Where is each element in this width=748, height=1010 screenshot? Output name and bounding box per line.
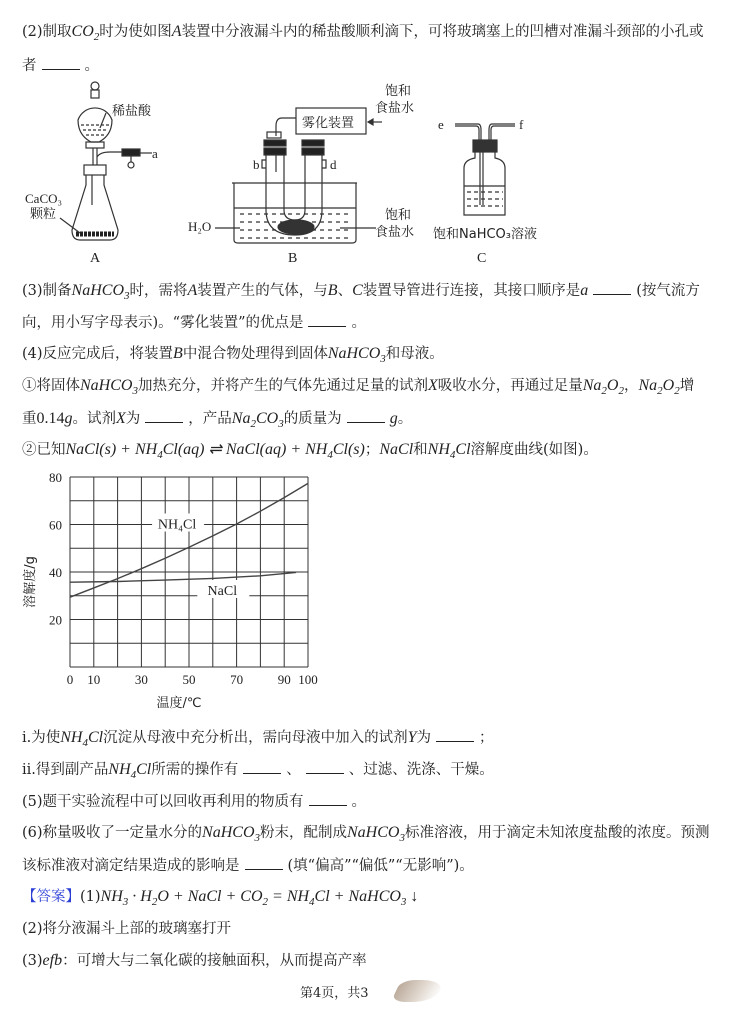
text-segment: O (662, 377, 675, 394)
text-segment: (1) (80, 889, 101, 905)
x-tick-label: 30 (134, 672, 148, 687)
text-segment: B (327, 282, 338, 299)
answer-blank (593, 280, 631, 295)
text-segment: NH (108, 761, 131, 778)
text-line (22, 823, 709, 848)
text-segment: NH (100, 888, 123, 905)
label-port-b: b (253, 157, 260, 172)
text-segment: 4 (449, 449, 456, 461)
text-segment: Na (231, 410, 251, 427)
label-granules: 颗粒 (30, 207, 57, 222)
text-segment: 、 (286, 762, 301, 778)
text-segment: 为 (416, 730, 432, 746)
text-segment: 3 (400, 896, 407, 908)
series-line-nacl (70, 572, 296, 582)
text-segment: Cl (455, 441, 471, 458)
text-segment: 该标准液对滴定结果造成的影响是 (22, 858, 240, 874)
text-segment: 2 (657, 385, 663, 397)
text-segment: Cl(aq) ⇌ NaCl(aq) + NH (162, 441, 328, 458)
label-dilute-hcl: 稀盐酸 (112, 104, 152, 119)
answer-blank (145, 408, 183, 423)
text-segment: 溶解度曲线(如图)。 (470, 442, 598, 458)
text-segment: 、过滤、洗涤、干燥。 (348, 762, 494, 778)
y-axis-label: 溶解度/g (23, 556, 38, 608)
text-line (22, 791, 366, 812)
text-line (22, 951, 367, 971)
text-line (22, 887, 418, 912)
solubility-chart (20, 465, 330, 715)
text-segment: 装置产生的气体，与 (197, 283, 328, 299)
text-segment: 向，用小写字母表示)。“雾化装置”的优点是 (22, 315, 304, 331)
answer-blank (347, 408, 385, 423)
x-tick-label: 0 (66, 672, 74, 687)
y-tick-label: 60 (49, 517, 62, 533)
text-line (22, 919, 231, 939)
text-segment: Na (582, 377, 602, 394)
text-segment: 和母液。 (385, 346, 444, 362)
text-line (22, 727, 494, 753)
text-segment: NaCl (379, 441, 414, 458)
text-segment: ； (479, 730, 494, 746)
series-label: NH₄Cl (157, 517, 197, 533)
text-segment: 2 (674, 385, 680, 397)
label-port-d: d (330, 157, 337, 172)
text-segment: ⅰ.为使 (22, 730, 61, 746)
text-line (22, 312, 366, 333)
text-segment: 4 (309, 896, 315, 908)
text-segment: 。 (351, 315, 366, 331)
text-segment: NaHCO (202, 824, 255, 841)
text-segment: X (116, 410, 126, 427)
answer-blank (42, 55, 80, 70)
text-segment: O + NaCl + CO (157, 888, 263, 905)
text-line (22, 344, 444, 369)
text-segment: (3) (22, 953, 43, 969)
label-port-e: e (438, 117, 444, 132)
text-segment: 吸收水分，再通过足量 (437, 378, 583, 394)
text-line (22, 22, 704, 47)
label-a: A (90, 251, 101, 266)
text-segment: 2 (601, 385, 607, 397)
label-nahco3-solution: 饱和NaHCO₃溶液 (433, 227, 537, 242)
text-line (22, 759, 494, 785)
text-segment: 。 (351, 794, 367, 810)
text-segment: (3)制备 (22, 283, 72, 299)
text-segment: efb (42, 952, 63, 969)
text-segment: ⅱ.得到副产品 (22, 762, 109, 778)
text-segment: (2)制取 (22, 24, 72, 40)
text-segment: 者 (22, 58, 37, 74)
answer-blank (309, 791, 347, 806)
text-segment: (填“偏高”“偏低”“无影响”)。 (287, 858, 474, 874)
text-segment: Cl (87, 729, 104, 746)
text-segment: NaHCO (347, 824, 400, 841)
text-segment: 2 (618, 385, 624, 397)
text-segment: 2 (250, 418, 256, 430)
text-segment: 为 (125, 411, 141, 427)
text-segment: ①将固体 (22, 378, 80, 394)
text-segment: ； (364, 442, 380, 458)
text-segment: A (187, 282, 198, 299)
label-caco3: CaCO₃ (25, 191, 63, 206)
text-segment: 时为使如图 (99, 24, 172, 40)
text-segment: 2 (93, 31, 100, 43)
label-water: H₂O (188, 219, 212, 234)
text-segment: 。试剂 (72, 411, 116, 427)
text-segment: (2)将分液漏斗上部的玻璃塞打开 (22, 921, 232, 937)
text-segment: ， (623, 378, 639, 394)
text-segment: 、 (337, 283, 353, 299)
text-segment: 装置中分液漏斗内的稀盐酸顺利滴下，可将玻璃塞上的凹槽对准漏斗颈部的小孔或 (181, 24, 704, 40)
label-bath-2: 食盐水 (375, 225, 415, 240)
text-line (22, 408, 412, 434)
text-segment: Y (407, 729, 417, 746)
text-segment: 时，需将 (129, 283, 188, 299)
text-segment: 0.14 (36, 410, 65, 427)
page-footer: 第4页，共3 (300, 986, 369, 1001)
text-segment: 3 (124, 290, 130, 302)
smudge (391, 980, 445, 1002)
text-segment: X (427, 377, 438, 394)
text-line (22, 280, 700, 306)
text-segment: a (580, 282, 589, 299)
text-segment: NaHCO (80, 377, 133, 394)
label-b: B (288, 251, 298, 266)
text-segment: NaCl(s) + NH (65, 441, 158, 458)
text-segment: g (64, 410, 73, 427)
text-segment: 3 (132, 385, 138, 397)
text-segment: g (389, 410, 398, 427)
text-segment: Na (638, 377, 658, 394)
text-segment: 2 (262, 896, 269, 908)
text-segment: (6)称量吸收了一定量水分的 (22, 825, 203, 841)
answer-label: 【答案】 (22, 889, 80, 905)
label-bath-1: 饱和 (385, 208, 412, 223)
apparatus-diagram (0, 78, 560, 273)
text-line (22, 376, 694, 401)
text-segment: 3 (380, 353, 386, 365)
y-tick-label: 80 (49, 470, 62, 485)
text-segment: 加热充分，并将产生的气体先通过足量的试剂 (137, 378, 428, 394)
text-segment: 3 (278, 418, 284, 430)
text-segment: · H (128, 888, 152, 905)
text-line (22, 55, 99, 76)
text-segment: 增 (679, 378, 695, 394)
x-tick-label: 70 (230, 672, 244, 687)
series-label: NaCl (207, 584, 238, 599)
text-segment: Cl(s) (332, 441, 365, 458)
apparatus-c (455, 124, 515, 215)
text-segment: = NH (268, 888, 310, 905)
text-segment: A (171, 23, 182, 40)
text-segment: 4 (327, 449, 333, 461)
text-segment: 3 (122, 896, 129, 908)
text-segment: 4 (157, 449, 163, 461)
label-feed-1: 饱和 (385, 84, 412, 99)
text-segment: CO (255, 410, 279, 427)
x-tick-label: 10 (87, 672, 101, 687)
text-segment: 粉末，配制成 (260, 825, 347, 841)
text-segment: NaHCO (71, 282, 124, 299)
label-feed-2: 食盐水 (375, 101, 415, 116)
text-segment: B (173, 345, 183, 362)
answer-blank (436, 727, 474, 742)
text-segment: 所需的操作有 (151, 762, 239, 778)
answer-blank (243, 759, 281, 774)
answer-blank (245, 855, 283, 870)
text-segment: 标准溶液，用于滴定未知浓度盐酸的浓度。预测 (404, 825, 710, 841)
text-segment: ↓ (406, 888, 419, 905)
text-segment: 4 (130, 769, 137, 781)
y-tick-label: 40 (49, 565, 62, 580)
text-segment: 装置导管进行连接，其接口顺序是 (362, 283, 581, 299)
text-line (22, 855, 474, 876)
text-segment: 3 (254, 832, 260, 844)
apparatus-b (215, 108, 382, 243)
text-segment: 的质量为 (283, 411, 342, 427)
text-segment: ，产品 (188, 411, 232, 427)
label-atomizer: 雾化装置 (302, 116, 355, 131)
text-segment: ：可增大与二氧化碳的接触面积，从而提高产率 (62, 953, 367, 969)
x-axis-label: 温度/℃ (156, 696, 202, 711)
text-segment: (按气流方 (636, 283, 700, 299)
label-port-a: a (152, 146, 158, 161)
text-line (22, 440, 598, 465)
text-segment: 沉淀从母液中充分析出，需向母液中加入的试剂 (103, 730, 408, 746)
text-segment: NH (427, 441, 450, 458)
text-segment: 重 (22, 411, 37, 427)
x-tick-label: 100 (298, 672, 318, 687)
y-tick-label: 20 (49, 612, 62, 628)
text-segment: 4 (82, 737, 88, 749)
text-segment: 和 (413, 442, 428, 458)
text-segment: ②已知 (22, 442, 66, 458)
text-segment: 。 (84, 58, 99, 74)
text-segment: CO (71, 23, 94, 40)
text-segment: 2 (151, 896, 158, 908)
text-segment: Cl (136, 761, 152, 778)
x-tick-label: 50 (182, 672, 196, 687)
answer-blank (306, 759, 344, 774)
text-segment: 。 (397, 411, 413, 427)
label-port-f: f (519, 117, 524, 132)
text-segment: (4)反应完成后，将装置 (22, 346, 174, 362)
x-tick-label: 90 (277, 672, 291, 687)
answer-blank (308, 312, 346, 327)
text-segment: C (352, 282, 363, 299)
text-segment: (5)题干实验流程中可以回收再利用的物质有 (22, 794, 304, 810)
text-segment: 中混合物处理得到固体 (182, 346, 328, 362)
text-segment: Cl + NaHCO (314, 888, 401, 905)
label-c: C (477, 251, 487, 266)
text-segment: NH (60, 729, 83, 746)
text-segment: NaHCO (327, 345, 381, 362)
text-segment: 3 (399, 832, 405, 844)
text-segment: O (606, 377, 619, 394)
